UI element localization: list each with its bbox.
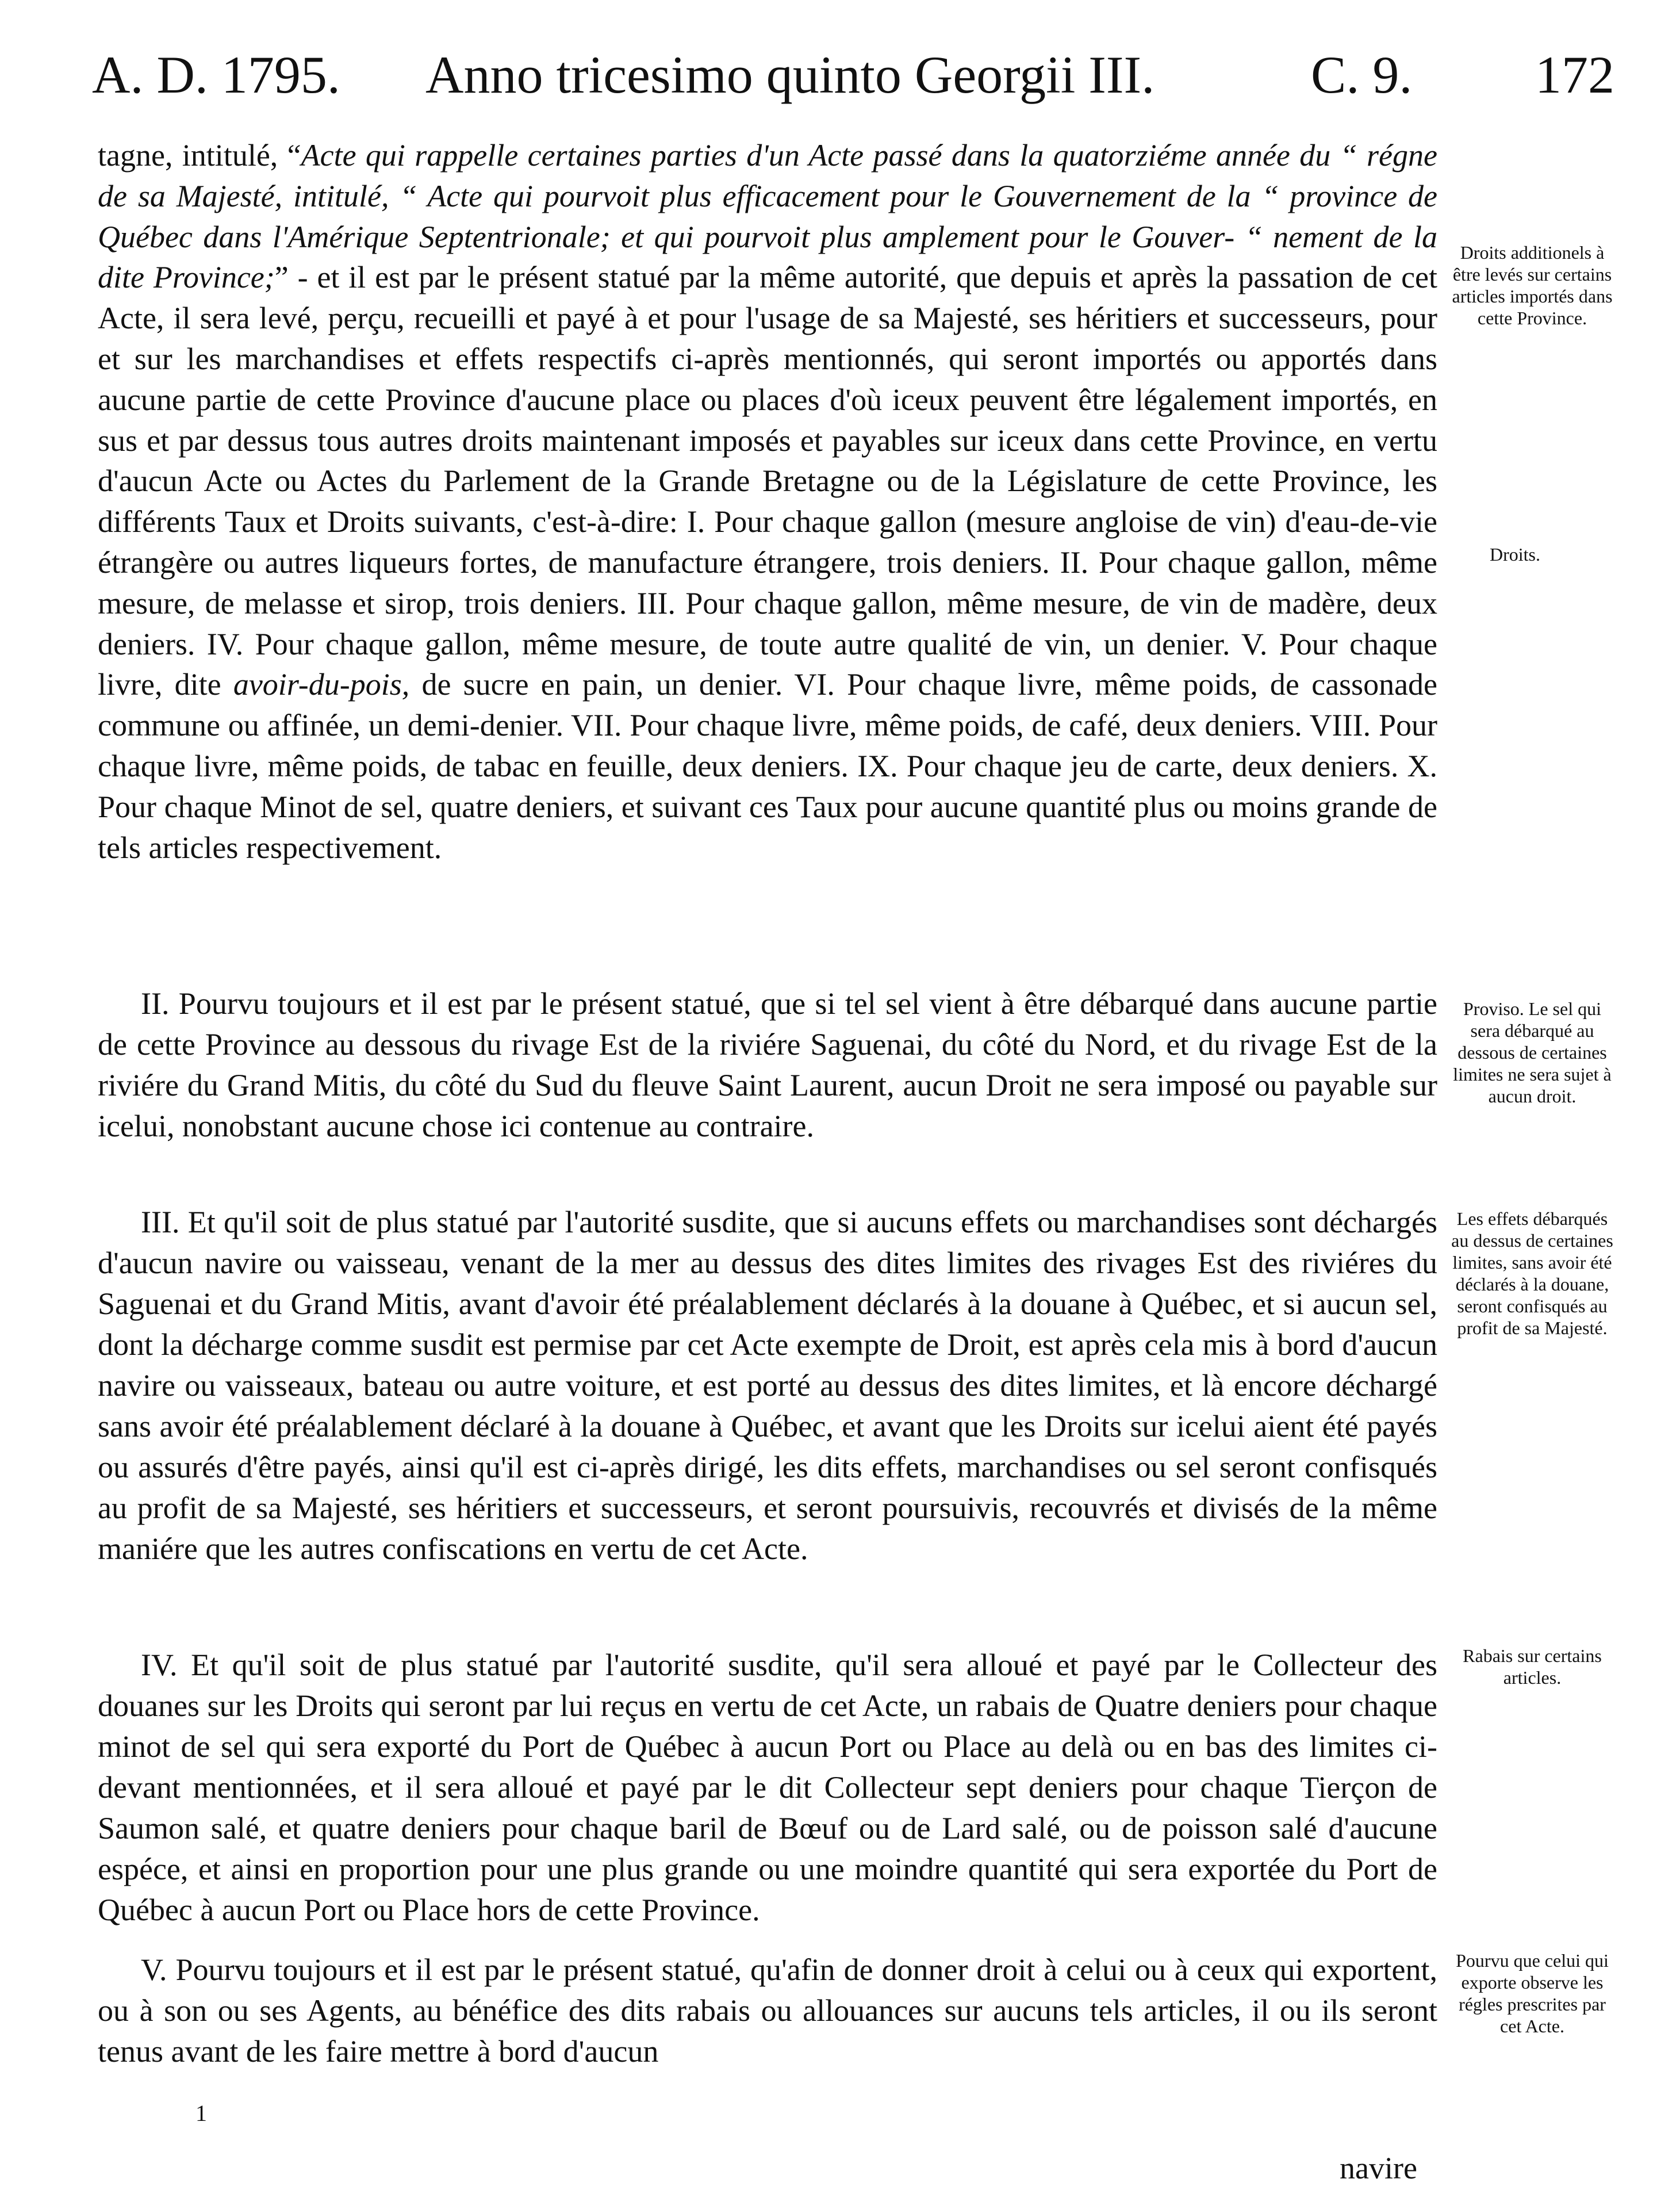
section-5-text: V. Pourvu toujours et il est par le présent statué, qu'afin de donner droit à celui ou à ceux qui exportent, ou à son ou ses Agents, au bénéfice des dits rabais ou allouances sur aucuns tels articles, il ou ils seront tenus avant de les faire mettre à bord d'aucun (98, 1952, 1437, 2069)
margin-note-proviso-salt: Proviso. Le sel qui sera débarqué au dessous de certaines limites ne sera sujet à aucun droit. (1453, 998, 1612, 1106)
header-year: A. D. 1795. (92, 45, 340, 104)
section-3-text: III. Et qu'il soit de plus statué par l'autorité susdite, que si aucuns effets ou marchandises sont déchargés d'aucun navire ou vaisseau, venant de la mer au dessus des dites limites des rivages Est des riviéres du Saguenai et du Grand Mitis, avant d'avoir été préalablement déclarés à la douane à Québec, et si aucun sel, dont la décharge comme susdit est permise par cet Acte exempte de Droit, est après cela mis à bord d'aucun navire ou vaisseaux, bateau ou autre voiture, et est porté au dessus des dites limites, et là encore déchargé sans avoir été préalablement déclaré à la douane à Québec, et avant que les Droits sur icelui aient été payés ou assurés d'être payés, ainsi qu'il est ci-après dirigé, les dits effets, marchandises ou sel seront confisqués au profit de sa Majesté, ses héritiers et successeurs, et seront poursuivis, recouvrés et divisés de la même maniére que les autres confiscations en vertu de cet Acte. (98, 1205, 1437, 1566)
continued-paragraph (98, 135, 1437, 868)
text-run: ” - et il est par le présent statué par la même autorité, que depuis et après la passation de cet Acte, il sera levé, perçu, recueilli et payé à et pour l'usage de sa Majesté, ses héritiers et successeurs, pour et sur les marchandises et effets respectifs ci-après mentionnés, qui seront importés ou apportés dans aucune partie de cette Province d'aucune place ou places d'où iceux peuvent être légalement importés, en sus et par dessus tous autres droits maintenant imposés et payables sur iceux dans cette Province, en vertu d'aucun Acte ou Actes du Parlement de la Grande Bretagne ou de la Législature de cette Province, les différents Taux et Droits suivants, c'est-à-dire: I. Pour chaque gallon (mesure angloise de vin) d'eau-de-vie étrangère ou autres liqueurs fortes, de manufacture étrangere, trois deniers. II. Pour chaque gallon, même mesure, de melasse et sirop, trois deniers. III. Pour chaque gallon, même mesure, de vin de madère, deux deniers. IV. Pour chaque gallon, même mesure, de toute autre qualité de vin, un denier. V. Pour chaque livre, dite (98, 260, 1438, 702)
text-run: de sucre en pain, un denier. VI. Pour chaque livre, même poids, de cassonade commune ou affinée, un demi-denier. VII. Pour chaque livre, même poids, de café, deux deniers. VIII. Pour chaque livre, même poids, de tabac en feuille, deux deniers. IX. Pour chaque jeu de carte, deux deniers. X. Pour chaque Minot de sel, quatre deniers, et suivant ces Taux pour aucune quantité plus ou moins grande de tels articles respectivement. (98, 667, 1437, 865)
margin-note-additional-duties: Droits additionels à être levés sur certains articles importés dans cette Province. (1452, 242, 1613, 328)
header-title: Anno tricesimo quinto Georgii III. (425, 45, 1155, 104)
section-2 (98, 983, 1437, 1147)
section-3 (98, 1202, 1437, 1569)
section-4 (98, 1645, 1437, 1931)
running-header (86, 32, 1616, 118)
margin-note-rebate: Rabais sur certains articles. (1463, 1645, 1602, 1688)
page-number: 172 (1535, 45, 1614, 104)
section-2-text: II. Pourvu toujours et il est par le présent statué, que si tel sel vient à être débarqué dans aucune partie de cette Province au dessous du rivage Est de la riviére Saguenai, du côté du Nord, et du rivage Est de la riviére du Grand Mitis, du côté du Sud du fleuve Saint Laurent, aucun Droit ne sera imposé ou payable sur icelui, nonobstant aucune chose ici contenue au contraire. (98, 986, 1437, 1143)
margin-note-confiscation: Les effets débarqués au dessus de certaines limites, sans avoir été déclarés à la douane, seront confisqués au profit de sa Majesté. (1451, 1208, 1613, 1338)
margin-note-exporter-rules: Pourvu que celui qui exporte observe les régles prescrites par cet Acte. (1456, 1950, 1609, 2036)
text-run: tagne, intitulé, “ (98, 138, 301, 173)
section-5 (98, 1950, 1437, 2072)
italic-term: avoir-du-pois, (233, 667, 410, 702)
header-chapter: C. 9. (1311, 45, 1413, 104)
catchword: navire (1340, 2151, 1417, 2185)
signature-mark: 1 (195, 2100, 207, 2126)
margin-note-duties: Droits. (1490, 544, 1540, 565)
paragraph-continued-text (98, 135, 1437, 868)
section-4-text: IV. Et qu'il soit de plus statué par l'autorité susdite, qu'il sera alloué et payé par le Collecteur des douanes sur les Droits qui seront par lui reçus en vertu de cet Acte, un rabais de Quatre deniers pour chaque minot de sel qui sera exporté du Port de Québec à aucun Port ou Place au delà ou en bas des limites ci-devant mentionnées, et il sera alloué et payé par le dit Collecteur sept deniers pour chaque Tierçon de Saumon salé, et quatre deniers pour chaque baril de Bœuf ou de Lard salé, ou de poisson salé d'aucune espéce, et ainsi en proportion pour une plus grande ou une moindre quantité qui sera exportée du Port de Québec à aucun Port ou Place hors de cette Province. (98, 1648, 1437, 1927)
italic-act-title: Acte qui rappelle certaines parties d'un Acte passé dans la quatorziéme année du “ régne de sa Majesté, intitulé, “ Acte qui pourvoit plus efficacement pour le Gouvernement de la “ province de Québec dans l'Amérique Septentrionale; et qui pourvoit plus amplement pour le Gouver- “ nement de la dite Province; (98, 138, 1437, 295)
